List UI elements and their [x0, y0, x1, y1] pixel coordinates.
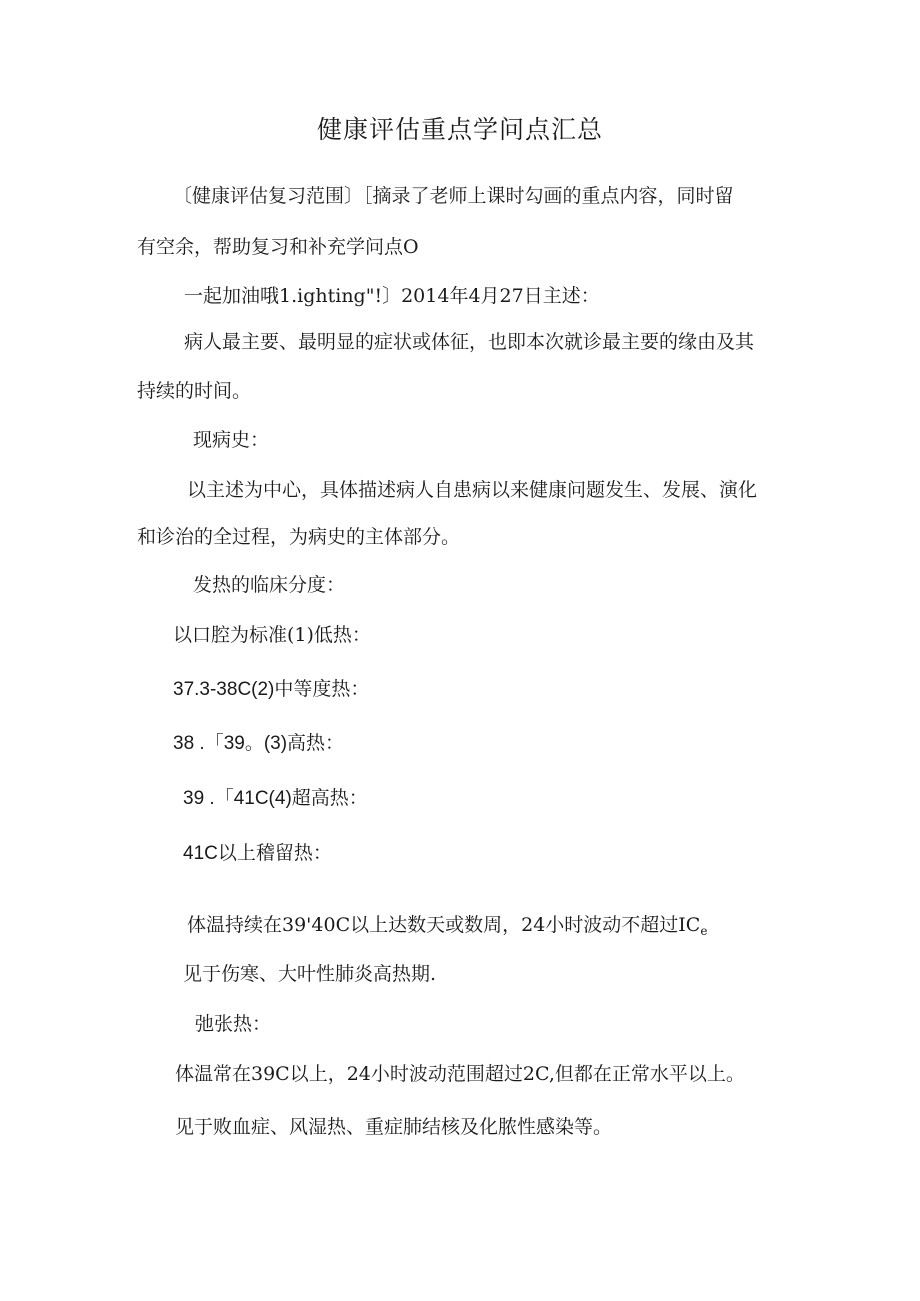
subscript-mark: e: [700, 924, 708, 938]
page-title: 健康评估重点学问点汇总: [316, 115, 603, 144]
heading-fever-grades: 发热的临床分度：: [193, 574, 346, 596]
paragraph-sustained-fever: 41C以上稽留热：: [183, 843, 332, 864]
paragraph-fever-high: 38 .「39。(3)高热：: [173, 733, 345, 754]
paragraph-chief-complaint-def-cont: 持续的时间。: [137, 380, 252, 402]
paragraph-sustained-fever-def: [187, 913, 707, 943]
heading-present-illness: 现病史：: [193, 429, 270, 451]
paragraph-date-chief-complaint: 一起加油哦1.ighting"!〕2014年4月27日主述：: [184, 285, 600, 307]
paragraph-review-scope-cont: 有空余，帮助复习和补充学问点O: [137, 236, 419, 258]
paragraph-sustained-fever-cases: 见于伤寒、大叶性肺炎高热期.: [183, 963, 437, 985]
paragraph-fever-moderate: 37.3-38C(2)中等度热：: [173, 679, 370, 700]
paragraph-remittent-fever-cases: 见于败血症、风湿热、重症肺结核及化脓性感染等。: [175, 1116, 613, 1138]
paragraph-present-illness-def: 以主述为中心，具体描述病人自患病以来健康问题发生、发展、演化: [187, 479, 758, 501]
paragraph-chief-complaint-def: 病人最主要、最明显的症状或体征，也即本次就诊最主要的缘由及其: [184, 331, 755, 353]
paragraph-present-illness-def-cont: 和诊治的全过程，为病史的主体部分。: [137, 526, 461, 548]
paragraph-fever-very-high: 39 .「41C(4)超高热：: [183, 788, 368, 809]
paragraph-review-scope: 〔健康评估复习范围〕［摘录了老师上课时勾画的重点内容，同时留: [173, 185, 734, 207]
sustained-fever-text: 体温持续在39'40C以上达数天或数周，24小时波动不超过IC: [187, 914, 701, 936]
paragraph-fever-low: 以口腔为标准(1)低热：: [173, 624, 371, 646]
heading-remittent-fever: 弛张热：: [195, 1013, 272, 1035]
paragraph-remittent-fever-def: 体温常在39C以上，24小时波动范围超过2C,但都在正常水平以上。: [175, 1063, 745, 1085]
